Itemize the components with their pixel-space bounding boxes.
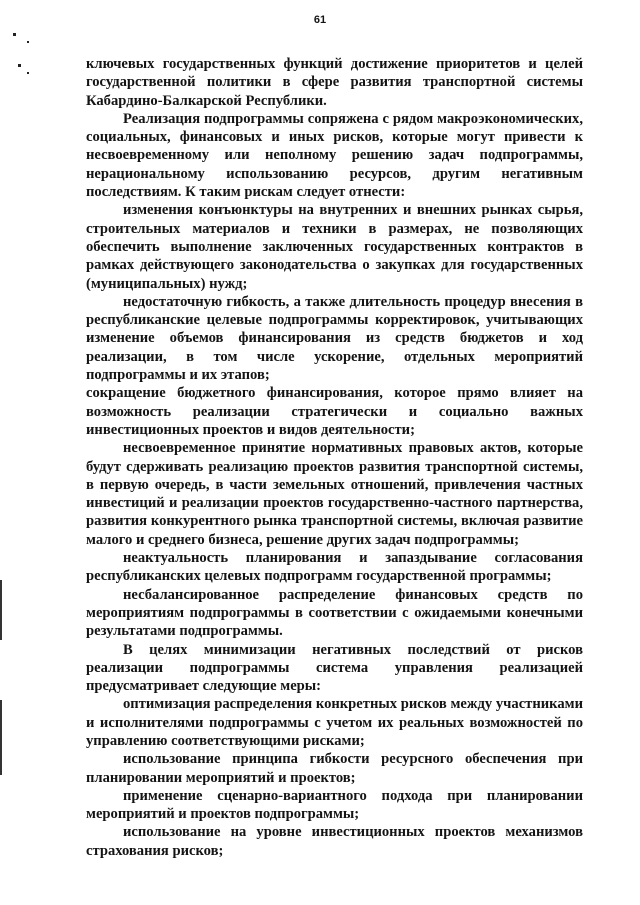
paragraph: использование на уровне инвестиционных проектов механизмов страхования рисков;: [86, 824, 583, 859]
paragraph: оптимизация распределения конкретных рисков между участниками и исполнителями подпрограммы с учетом их реальных возможностей по управлению соответствующими рисками;: [86, 696, 583, 749]
paragraph: изменения конъюнктуры на внутренних и внешних рынках сырья, строительных материалов и техники в размерах, не позволяющих обеспечить выполнение заключенных государственных контрактов в рамках действующего законодательства о закупках для государственных (муниципальных) нужд;: [86, 202, 583, 292]
paragraph: В целях минимизации негативных последствий от рисков реализации подпрограммы система управления реализацией предусматривает следующие меры:: [86, 641, 583, 695]
paragraph: Реализация подпрограммы сопряжена с рядом макроэкономических, социальных, финансовых и иных рисков, которые могут привести к несвоевременному или неполному решению задач подпрограммы, нерациональному использованию ресурсов, другим негативным последствиям. К таким рискам следует отнести:: [86, 110, 583, 201]
document-body: [86, 55, 583, 860]
paragraph: неактуальность планирования и запаздывание согласования республиканских целевых подпрограмм государственной программы;: [86, 550, 583, 585]
scan-speck: [27, 41, 29, 43]
paragraph-continuation: ключевых государственных функций достижение приоритетов и целей государственной политики в сфере развития транспортной системы Кабардино-Балкарской Республики.: [86, 56, 583, 109]
paragraph: недостаточную гибкость, а также длительность процедур внесения в республиканские целевые подпрограммы корректировок, учитывающих изменение объемов финансирования из средств бюджетов и ход реализации, в том числе ускорение, отдельных мероприятий подпрограммы и их этапов;: [86, 293, 583, 384]
paragraph: использование принципа гибкости ресурсного обеспечения при планировании мероприятий и проектов;: [86, 751, 583, 786]
scan-speck: [13, 33, 16, 36]
paragraph: применение сценарно-вариантного подхода при планировании мероприятий и проектов подпрограммы;: [86, 787, 583, 823]
page-number: 61: [313, 14, 327, 26]
scan-edge-line: [0, 580, 2, 640]
paragraph: несвоевременное принятие нормативных правовых актов, которые будут сдерживать реализацию проектов развития транспортной системы, в первую очередь, в части земельных отношений, привлечения частных инвестиций и реализации проектов государственно-частного партнерства, развития конкурентного рынка транспортной системы, включая развитие малого и среднего бизнеса, решение других задач подпрограммы;: [86, 440, 583, 548]
paragraph: несбалансированное распределение финансовых средств по мероприятиям подпрограммы в соответствии с ожидаемыми конечными результатами подпрограммы.: [86, 586, 583, 640]
scan-speck: [27, 72, 29, 74]
paragraph: сокращение бюджетного финансирования, которое прямо влияет на возможность реализации стратегически и социально важных инвестиционных проектов и видов деятельности;: [86, 385, 583, 438]
scan-edge-line: [0, 700, 2, 775]
scan-speck: [18, 64, 21, 67]
